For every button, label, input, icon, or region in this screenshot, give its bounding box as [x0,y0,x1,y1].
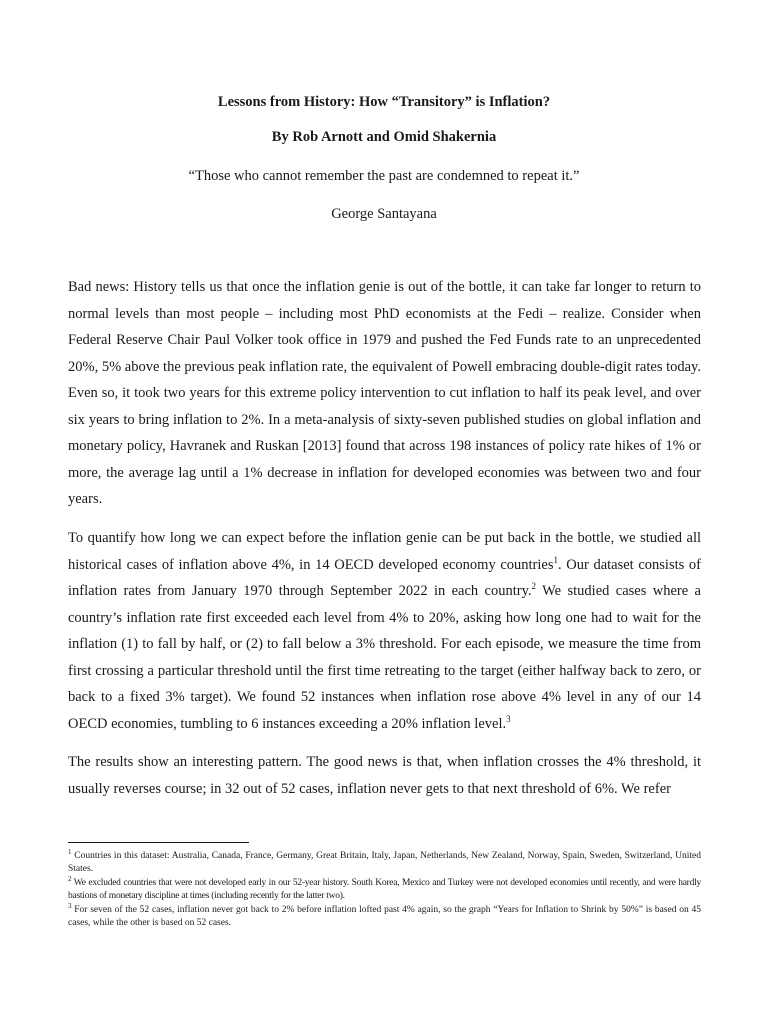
footnote-2 [68,874,701,903]
paragraph-2-part-a: To quantify how long we can expect before the inflation genie can be put back in the bottle, we studied all historical cases of inflation above 4%, in 14 OECD developed economy countries [68,530,701,573]
paragraph-2 [68,525,701,737]
footnote-ref-2[interactable]: 2 [531,581,537,592]
footnote-3-number: 3 [68,901,72,910]
paragraph-2-part-c: We studied cases where a country’s inflation rate first exceeded each level from 4% to 20%, asking how long one had to wait for the inflation (1) to fall by half, or (2) to fall below a 3% threshold. For each episode, we measure the time from first crossing a particular threshold until the first time retreating to the target (either halfway back to zero, or back to a fixed 3% target). We found 52 instances when inflation rose above 4% level in any of our 14 OECD economies, tumbling to 6 instances exceeding a 20% inflation level. [68,583,701,732]
footnote-ref-1[interactable]: 1 [553,554,558,565]
footnote-1 [68,847,701,876]
footnote-ref-3[interactable]: 3 [506,713,511,724]
paragraph-2-part-b: . Our dataset consists of inflation rates from January 1970 through September 2022 in each country. [68,556,701,599]
footnote-1-text: Countries in this dataset: Australia, Canada, France, Germany, Great Britain, Italy, Japan, Netherlands, New Zealand, Norway, Spain, Sweden, Switzerland, United States. [68,851,701,874]
footnote-separator [68,842,249,843]
footnote-1-number: 1 [68,847,72,856]
footnote-3-text: For seven of the 52 cases, inflation never got back to 2% before inflation lofted past 4% again, so the graph “Years for Inflation to Shrink by 50%” is based on 45 cases, while the other is based on 52 cases. [68,905,701,928]
footnote-3 [68,901,701,930]
document-title: Lessons from History: How “Transitory” is Inflation? [217,94,551,110]
paragraph-1: Bad news: History tells us that once the inflation genie is out of the bottle, it can take far longer to return to normal levels than most people – including most PhD economists at the Fedi – realize. Consider when Federal Reserve Chair Paul Volker took office in 1979 and pushed the Fed Funds rate to an unprecedented 20%, 5% above the previous peak inflation rate, the equivalent of Powell embracing double-digit rates today. Even so, it took two years for this extreme policy intervention to cut inflation to half its peak level, and over six years to bring inflation to 2%. In a meta-analysis of sixty-seven published studies on global inflation and monetary policy, Havranek and Ruskan [2013] found that across 198 instances of policy rate hikes of 1% or more, the average lag until a 1% decrease in inflation for developed economies was between two and four years. [68,279,701,507]
footnote-2-number: 2 [68,874,72,883]
paragraph-3: The results show an interesting pattern. The good news is that, when inflation crosses the 4% threshold, it usually reverses course; in 32 out of 52 cases, inflation never gets to that next threshold of 6%. We refer [68,754,701,797]
epigraph-author: George Santayana [331,206,437,222]
author-byline: By Rob Arnott and Omid Shakernia [271,129,497,145]
epigraph-quote: “Those who cannot remember the past are condemned to repeat it.” [188,168,580,184]
footnote-2-text: We excluded countries that were not developed early in our 52-year history. South Korea, Mexico and Turkey were not developed economies until recently, and were hardly bastions of monetary discipline at times (including recently for the latter two). [68,878,701,901]
